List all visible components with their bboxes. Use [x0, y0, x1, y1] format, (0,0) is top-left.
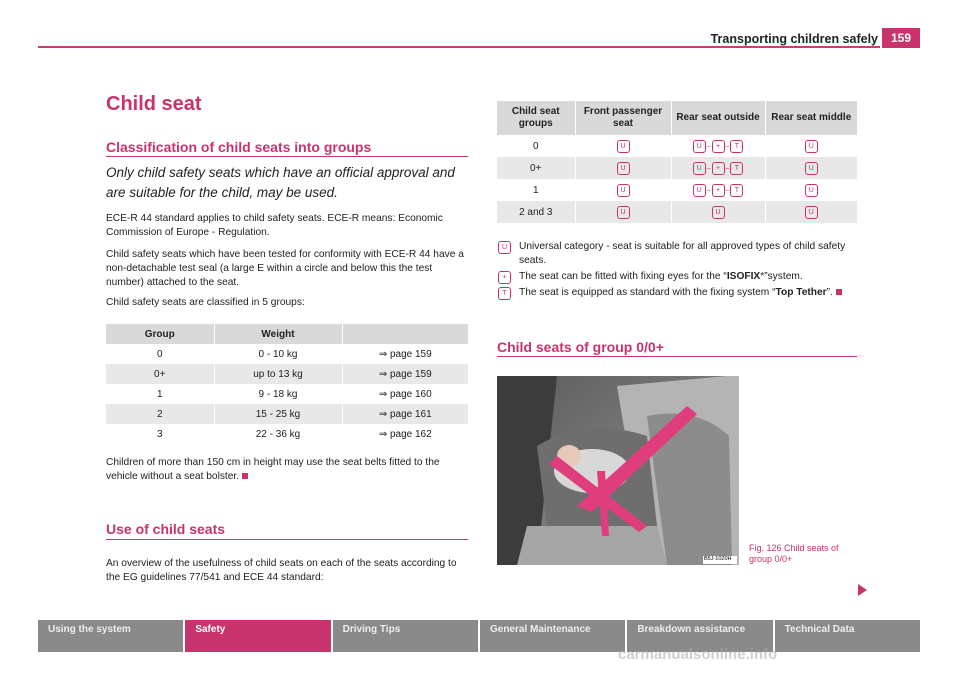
table-cell: 0 - 10 kg [214, 344, 342, 364]
table-cell: 0+ [497, 157, 575, 179]
table-cell: 22 - 36 kg [214, 424, 342, 444]
caption-line: group 0/0+ [749, 554, 793, 564]
paragraph-text: Children of more than 150 cm in height may use the seat belts fitted to the vehicle without a seat bolster. [106, 457, 440, 482]
table-cell [575, 135, 671, 157]
table-row [497, 179, 857, 201]
page-reference: ⇒ page 162 [342, 424, 468, 444]
table-cell: 0 [156, 348, 163, 360]
legend-isofix [497, 270, 859, 284]
legend-text-bold: Top Tether [775, 287, 827, 298]
table-header-cell: Weight [214, 324, 342, 344]
group0-heading-rule [497, 356, 857, 357]
page-header-title: Transporting children safely [710, 32, 878, 46]
classification-lead: Only child safety seats which have an official approval and are suitable for the child, may be used. [106, 165, 455, 200]
universal-symbol-icon: U [693, 140, 706, 153]
isofix-symbol-icon: + [712, 140, 725, 153]
universal-symbol-icon: U [693, 184, 706, 197]
isofix-symbol-icon: + [498, 271, 511, 284]
table-row [106, 344, 468, 364]
caption-line: Fig. 126 Child seats of [749, 543, 839, 553]
section-title: Child seat [106, 93, 202, 115]
table-cell: U – + – T [671, 157, 765, 179]
groups-table-header [106, 324, 468, 344]
table-row [106, 424, 468, 444]
seat-usage-table [497, 101, 857, 223]
table-cell: 2 and 3 [497, 201, 575, 223]
table-header-cell [342, 324, 468, 344]
tab-driving-tips[interactable]: Driving Tips [333, 620, 480, 652]
legend-text [519, 270, 859, 284]
use-heading-rule [106, 539, 468, 540]
page-reference: ⇒ page 159 [342, 364, 468, 384]
universal-symbol-icon: U [498, 241, 511, 254]
top-tether-symbol-icon: T [730, 162, 743, 175]
universal-symbol-icon: U [805, 140, 818, 153]
tab-safety[interactable]: Safety [185, 620, 332, 652]
classification-heading-rule [106, 156, 468, 157]
table-cell: 3 [156, 428, 163, 440]
page-reference: ⇒ page 160 [342, 384, 468, 404]
table-cell [575, 201, 671, 223]
classification-paragraph-1: ECE-R 44 standard applies to child safety seats. ECE-R means: Economic Commission of Europe - Regulation. [106, 213, 443, 238]
legend-text [519, 286, 859, 300]
table-cell: U – + – T [671, 179, 765, 201]
universal-symbol-icon: U [617, 140, 630, 153]
end-of-section-marker [242, 473, 248, 479]
classification-paragraph-3: Child safety seats are classified in 5 groups: [106, 297, 305, 308]
legend-universal [497, 240, 859, 268]
universal-symbol-icon: U [712, 206, 725, 219]
universal-symbol-icon: U [617, 184, 630, 197]
top-tether-symbol-icon: T [498, 287, 511, 300]
page-number: 159 [882, 28, 920, 48]
top-tether-symbol-icon: T [730, 140, 743, 153]
table-cell [575, 157, 671, 179]
table-cell: 0 [532, 140, 539, 152]
table-header-cell: Child seat groups [497, 101, 575, 135]
table-cell: 9 - 18 kg [214, 384, 342, 404]
tab-breakdown-assistance[interactable]: Breakdown assistance [627, 620, 774, 652]
table-cell: 2 [106, 404, 214, 424]
isofix-symbol-icon: + [712, 162, 725, 175]
isofix-symbol-icon: + [712, 184, 725, 197]
table-row [106, 404, 468, 424]
header-divider [38, 46, 880, 48]
table-header-cell: Front passenger seat [575, 101, 671, 135]
table-cell: 15 - 25 kg [214, 404, 342, 424]
legend-text-bold: ISOFIX [726, 271, 761, 282]
table-cell [765, 157, 857, 179]
end-of-section-marker [836, 289, 842, 295]
legend-text-part: The seat can be fitted with fixing eyes for the “ [519, 271, 727, 282]
table-cell: up to 13 kg [214, 364, 342, 384]
table-cell [765, 135, 857, 157]
table-cell: 1 [156, 388, 163, 400]
table-header-cell: Rear seat outside [671, 101, 765, 135]
table-row [106, 384, 468, 404]
universal-symbol-icon: U [805, 162, 818, 175]
next-page-arrow-icon[interactable] [858, 584, 867, 596]
tab-technical-data[interactable]: Technical Data [775, 620, 922, 652]
universal-symbol-icon: U [617, 206, 630, 219]
table-row [497, 157, 857, 179]
classification-paragraph-4 [106, 456, 468, 484]
legend-text-part: ”. [826, 287, 833, 298]
table-header-cell: Group [106, 324, 214, 344]
table-row [497, 135, 857, 157]
table-row [106, 364, 468, 384]
classification-heading: Classification of child seats into groups [106, 139, 372, 155]
table-cell [575, 179, 671, 201]
use-heading: Use of child seats [106, 521, 226, 537]
page-reference: ⇒ page 159 [342, 344, 468, 364]
watermark: carmanualsonline.info [618, 646, 778, 663]
child-seat-photo [497, 376, 739, 565]
seat-table-header [497, 101, 857, 135]
table-cell: U – + – T [671, 135, 765, 157]
table-header-cell: Rear seat middle [765, 101, 857, 135]
tab-general-maintenance[interactable]: General Maintenance [480, 620, 627, 652]
table-cell [765, 201, 857, 223]
child-seat-illustration [497, 376, 739, 565]
legend-text-part: The seat is equipped as standard with the fixing system “ [519, 287, 776, 298]
universal-symbol-icon: U [617, 162, 630, 175]
universal-symbol-icon: U [805, 184, 818, 197]
chapter-nav [38, 620, 922, 652]
top-tether-symbol-icon: T [730, 184, 743, 197]
table-cell [671, 201, 765, 223]
legend-top-tether [497, 286, 859, 300]
photo-code: B5J-1020H [704, 556, 732, 562]
universal-symbol-icon: U [805, 206, 818, 219]
page-reference: ⇒ page 161 [342, 404, 468, 424]
classification-paragraph-2: Child safety seats which have been tested for conformity with ECE-R 44 have a non-detachable test seal (a large E within a circle and below this the test number) attached to the seat. [106, 249, 464, 288]
universal-symbol-icon: U [693, 162, 706, 175]
group0-heading: Child seats of group 0/0+ [497, 339, 664, 355]
table-cell: 0+ [106, 364, 214, 384]
table-cell [765, 179, 857, 201]
figure-caption [749, 543, 839, 565]
groups-table [106, 324, 468, 444]
table-cell: 1 [532, 184, 539, 196]
tab-using-the-system[interactable]: Using the system [38, 620, 185, 652]
use-paragraph-1: An overview of the usefulness of child seats on each of the seats according to the EG guidelines 77/541 and ECE 44 standard: [106, 558, 457, 583]
table-row [497, 201, 857, 223]
legend-text-part: *”system. [760, 271, 803, 282]
legend-text: Universal category - seat is suitable for all approved types of child safety seats. [519, 241, 846, 266]
